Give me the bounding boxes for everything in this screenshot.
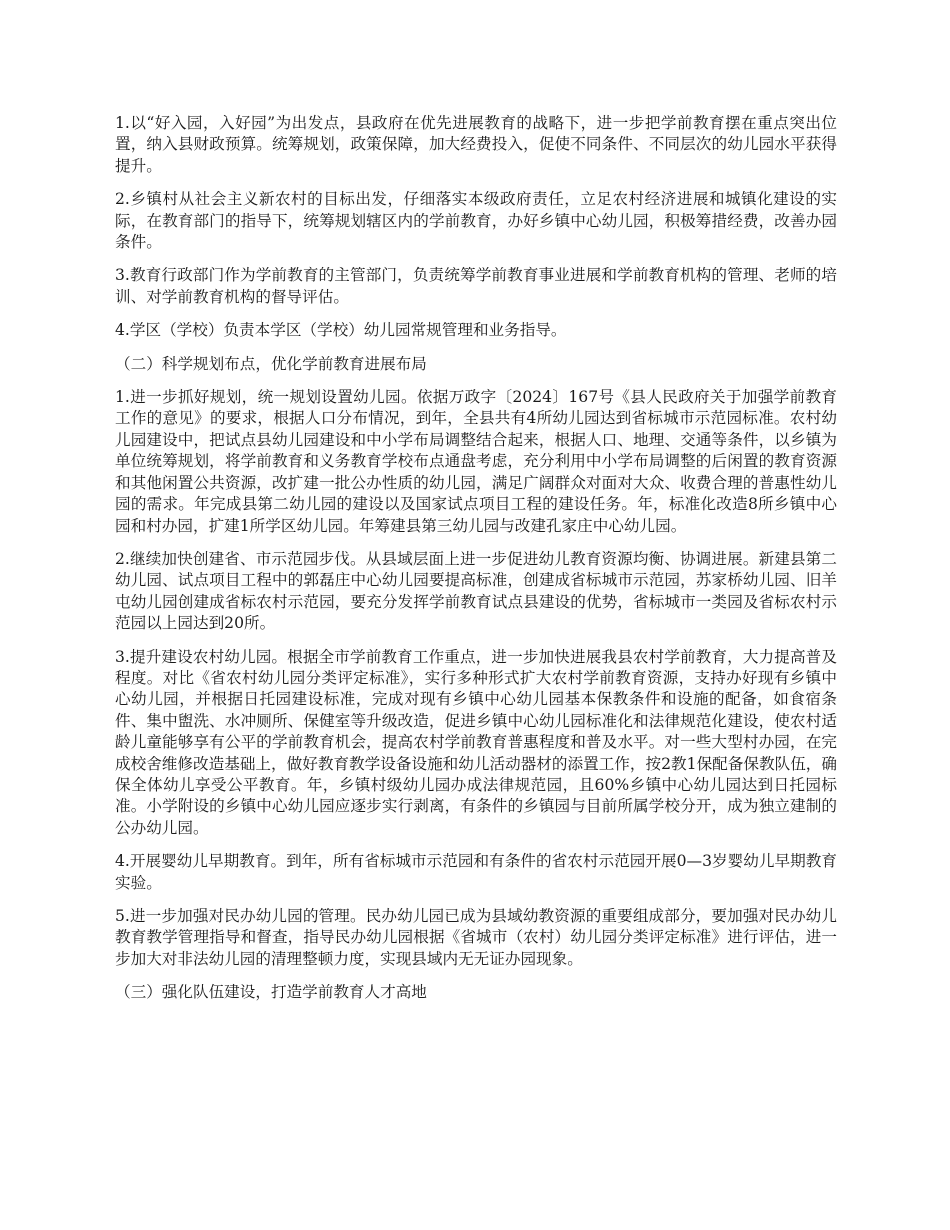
paragraph-6: 2.继续加快创建省、市示范园步伐。从县域层面上进一步促进幼儿教育资源均衡、协调进展。新建县第二幼儿园、试点项目工程中的郭磊庄中心幼儿园要提高标准，创建成省标城市示范园，苏家桥幼儿园、旧羊屯幼儿园创建成省标农村示范园，要充分发挥学前教育试点县建设的优势，省标城市一类园及省标农村示范园以上园达到20所。 (115, 549, 837, 633)
paragraph-8: 4.开展婴幼儿早期教育。到年，所有省标城市示范园和有条件的省农村示范园开展0—3岁婴幼儿早期教育实验。 (115, 852, 837, 892)
paragraph-2: 2.乡镇村从社会主义新农村的目标出发，仔细落实本级政府责任，立足农村经济进展和城镇化建设的实际，在教育部门的指导下，统筹规划辖区内的学前教育，办好乡镇中心幼儿园，积极筹措经费，改善办园条件。 (115, 190, 837, 252)
paragraph-5: 1.进一步抓好规划，统一规划设置幼儿园。依据万政字〔2024〕167号《县人民政府关于加强学前教育工作的意见》的要求，根据人口分布情况，到年，全县共有4所幼儿园达到省标城市示范园标准。农村幼儿园建设中，把试点县幼儿园建设和中小学布局调整结合起来，根据人口、地理、交通等条件，以乡镇为单位统筹规划，将学前教育和义务教育学校布点通盘考虑，充分利用中小学布局调整的后闲置的教育资源和其他闲置公共资源，改扩建一批公办性质的幼儿园，满足广阔群众对面对大众、收费合理的普惠性幼儿园的需求。年完成县第二幼儿园的建设以及国家试点项目工程的建设任务。年，标准化改造8所乡镇中心园和村办园，扩建1所学区幼儿园。年筹建县第三幼儿园与改建孔家庄中心幼儿园。 (115, 388, 837, 535)
paragraph-9: 5.进一步加强对民办幼儿园的管理。民办幼儿园已成为县域幼教资源的重要组成部分，要加强对民办幼儿教育教学管理指导和督查，指导民办幼儿园根据《省城市（农村）幼儿园分类评定标准》进行评估，进一步加大对非法幼儿园的清理整顿力度，实现县域内无无证办园现象。 (115, 907, 837, 968)
paragraph-7: 3.提升建设农村幼儿园。根据全市学前教育工作重点，进一步加快进展我县农村学前教育，大力提高普及程度。对比《省农村幼儿园分类评定标准》，实行多种形式扩大农村学前教育资源，支持办好现有乡镇中心幼儿园，并根据日托园建设标准，完成对现有乡镇中心幼儿园基本保教条件和设施的配备，如食宿条件、集中盥洗、水冲厕所、保健室等升级改造，促进乡镇中心幼儿园标准化和法律规范化建设，使农村适龄儿童能够享有公平的学前教育机会，提高农村学前教育普惠程度和普及水平。对一些大型村办园，在完成校舍维修改造基础上，做好教育教学设备设施和幼儿活动器材的添置工作，按2教1保配备保教队伍，确保全体幼儿享受公平教育。年，乡镇村级幼儿园办成法律规范园，且60%乡镇中心幼儿园达到日托园标准。小学附设的乡镇中心幼儿园应逐步实行剥离，有条件的乡镇园与目前所属学校分开，成为独立建制的公办幼儿园。 (115, 647, 837, 837)
document-body (115, 113, 837, 1016)
paragraph-3: 3.教育行政部门作为学前教育的主管部门，负责统筹学前教育事业进展和学前教育机构的管理、老师的培训、对学前教育机构的督导评估。 (115, 266, 837, 306)
section-heading-2: （二）科学规划布点，优化学前教育进展布局 (115, 354, 427, 373)
section-heading-3: （三）强化队伍建设，打造学前教育人才高地 (115, 983, 427, 1002)
paragraph-1: 1.以“好入园，入好园”为出发点，县政府在优先进展教育的战略下，进一步把学前教育摆在重点突出位置，纳入县财政预算。统筹规划，政策保障，加大经费投入，促使不同条件、不同层次的幼儿园水平获得提升。 (115, 114, 837, 175)
paragraph-4: 4.学区（学校）负责本学区（学校）幼儿园常规管理和业务指导。 (115, 321, 567, 340)
